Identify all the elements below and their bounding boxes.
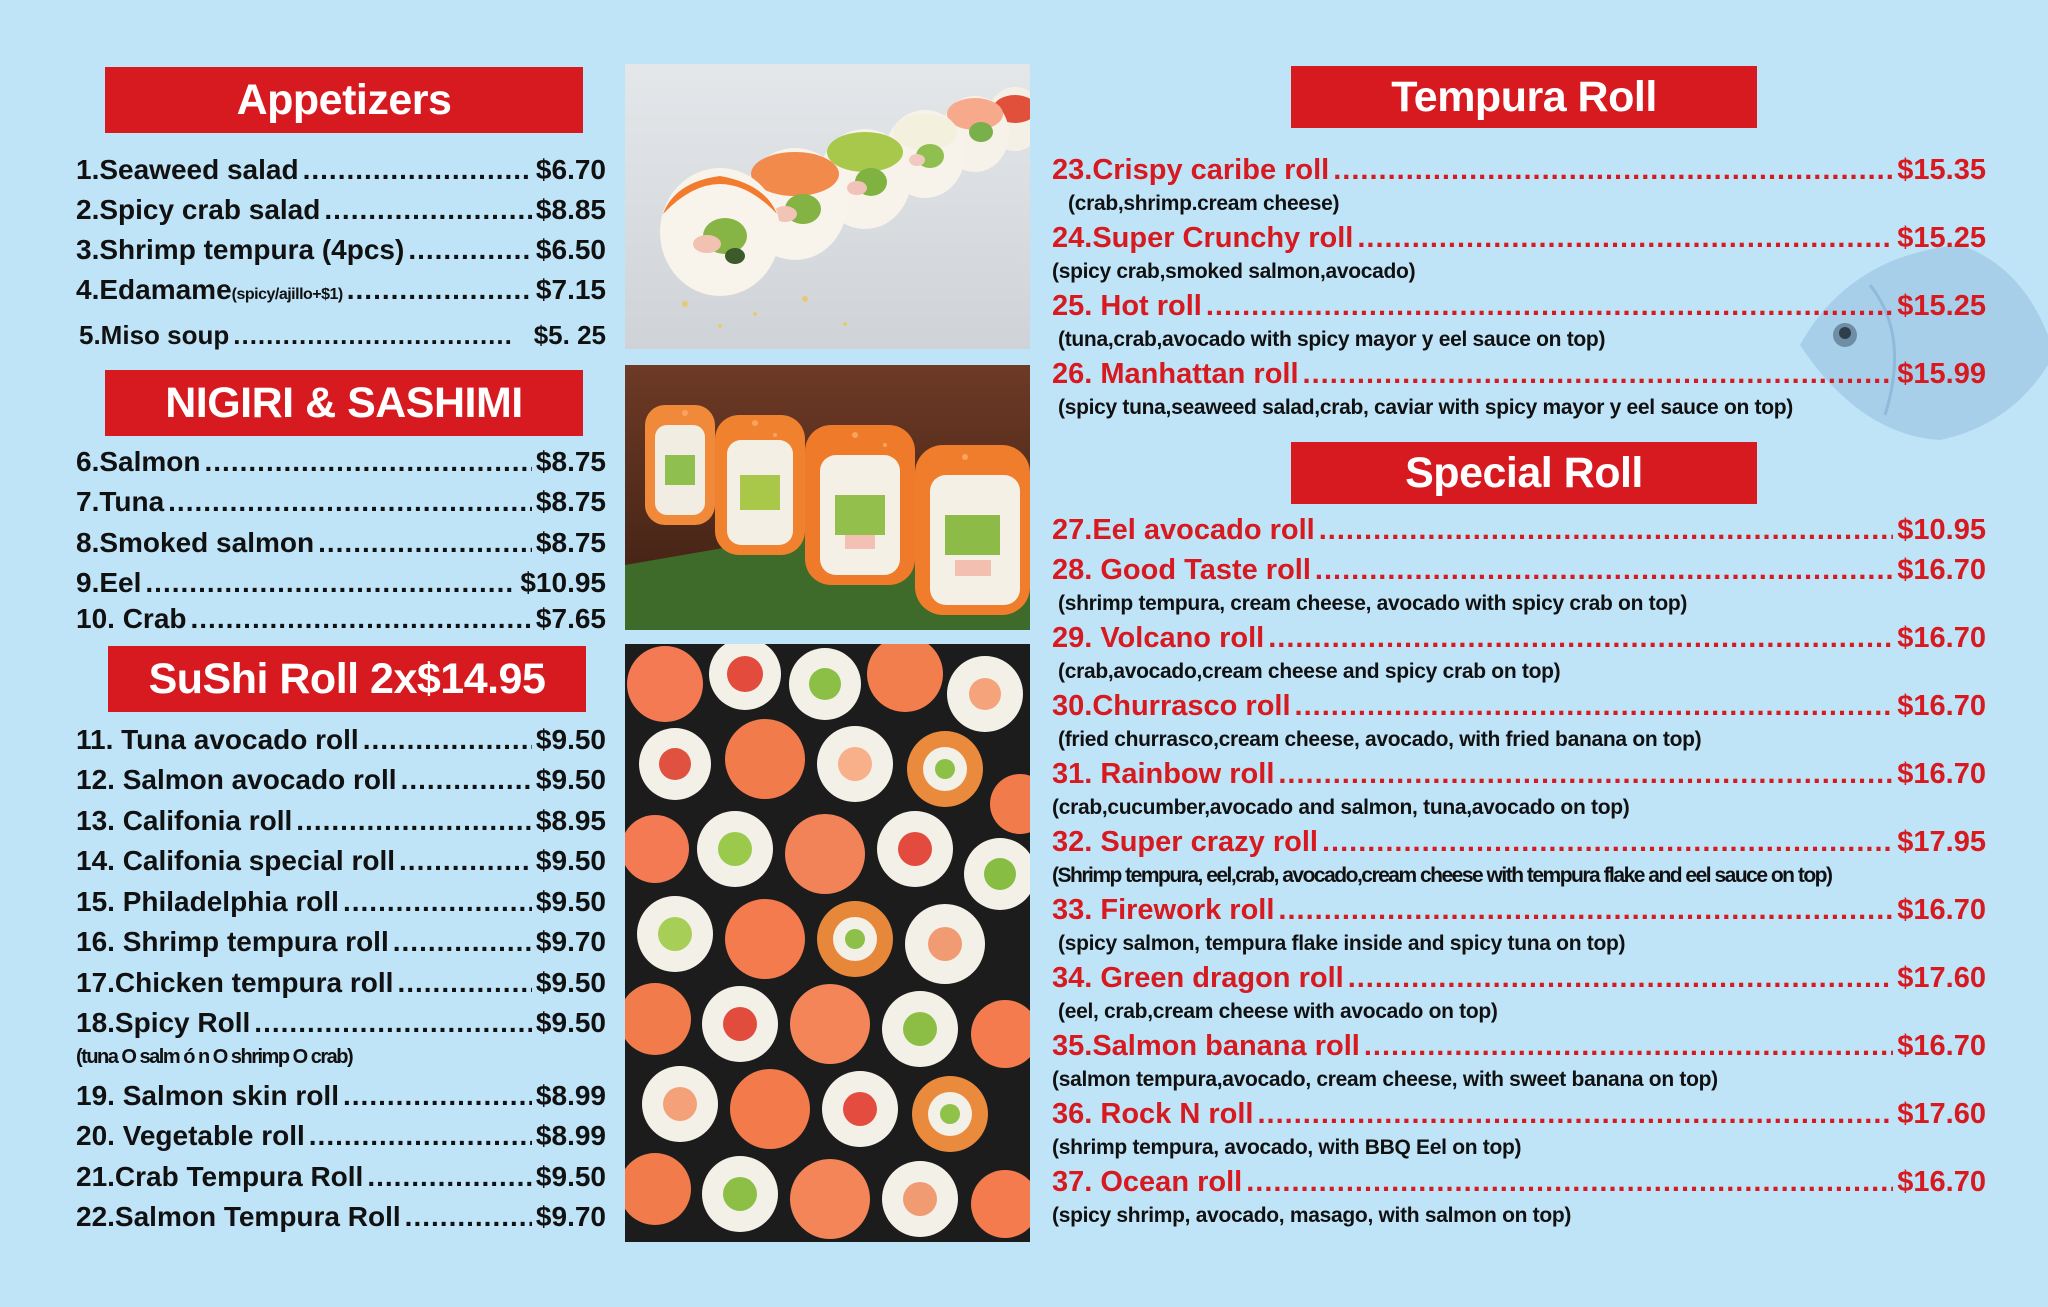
item-description: (spicy salmon, tempura flake inside and spicy tuna on top)	[1058, 932, 1626, 955]
menu-item: 10. Crab ..... $7.65	[76, 603, 606, 635]
item-description: (spicy tuna,seaweed salad,crab, caviar with spicy mayor y eel sauce on top)	[1058, 396, 1793, 419]
item-description: (shrimp tempura, avocado, with BBQ Eel on top)	[1052, 1136, 1522, 1159]
item-description: (eel, crab,cream cheese with avocado on top)	[1058, 1000, 1498, 1023]
appetizers-banner: Appetizers	[105, 67, 583, 133]
menu-item: 3.Shrimp tempura (4pcs) ..... $6.50	[76, 234, 606, 266]
menu-item: 12. Salmon avocado roll ..... $9.50	[76, 764, 606, 796]
special-roll-list	[1052, 510, 1986, 1240]
menu-item: 36. Rock N roll ..... $17.60	[1052, 1098, 1986, 1131]
spicy-roll-note: (tuna O salm ó n O shrimp O crab)	[76, 1046, 353, 1068]
item-description: (Shrimp tempura, eel,crab, avocado,cream cheese with tempura flake and eel sauce on top)	[1052, 864, 1832, 887]
menu-item: 24.Super Crunchy roll ..... $15.25	[1052, 222, 1986, 255]
item-description: (salmon tempura,avocado, cream cheese, with sweet banana on top)	[1052, 1068, 1718, 1091]
menu-item: 27.Eel avocado roll ..... $10.95	[1052, 514, 1986, 547]
menu-item: 26. Manhattan roll ..... $15.99	[1052, 358, 1986, 391]
menu-item: 21.Crab Tempura Roll ..... $9.50	[76, 1161, 606, 1193]
sushi-photo-middle	[625, 365, 1030, 630]
menu-item: 2.Spicy crab salad ..... $8.85	[76, 194, 606, 226]
item-description: (tuna,crab,avocado with spicy mayor y eel sauce on top)	[1058, 328, 1606, 351]
menu-item: 28. Good Taste roll ..... $16.70	[1052, 554, 1986, 587]
menu-item: 37. Ocean roll ..... $16.70	[1052, 1166, 1986, 1199]
menu-item: 13. Califonia roll ..... $8.95	[76, 805, 606, 837]
menu-item: 4.Edamame (spicy/ajillo+$1) ..... $7.15	[76, 274, 606, 306]
nigiri-banner: NIGIRI & SASHIMI	[105, 370, 583, 436]
item-description: (crab,avocado,cream cheese and spicy crab on top)	[1058, 660, 1561, 683]
menu-item: 19. Salmon skin roll ..... $8.99	[76, 1080, 606, 1112]
sushi-photo-bottom	[625, 644, 1030, 1242]
special-roll-banner: Special Roll	[1291, 442, 1757, 504]
sushi-roll-list	[76, 718, 606, 1238]
menu-item: 25. Hot roll ..... $15.25	[1052, 290, 1986, 323]
menu-item: 34. Green dragon roll ..... $17.60	[1052, 962, 1986, 995]
item-description: (shrimp tempura, cream cheese, avocado with spicy crab on top)	[1058, 592, 1688, 615]
menu-item: 7.Tuna ..... $8.75	[76, 486, 606, 518]
menu-item: 6.Salmon ..... $8.75	[76, 446, 606, 478]
appetizers-list	[76, 150, 606, 365]
menu-item: 32. Super crazy roll ..... $17.95	[1052, 826, 1986, 859]
tempura-roll-list	[1052, 150, 1986, 430]
menu-item: 23.Crispy caribe roll ..... $15.35	[1052, 154, 1986, 187]
menu-item: 14. Califonia special roll ..... $9.50	[76, 845, 606, 877]
menu-item: 1.Seaweed salad ..... $6.70	[76, 154, 606, 186]
item-description: (spicy shrimp, avocado, masago, with salmon on top)	[1052, 1204, 1572, 1227]
nigiri-list	[76, 440, 606, 640]
menu-item: 31. Rainbow roll ..... $16.70	[1052, 758, 1986, 791]
item-description: (crab,shrimp.cream cheese)	[1068, 192, 1340, 215]
menu-item: 5.Miso soup ..... $5. 25	[76, 320, 606, 351]
item-description: (crab,cucumber,avocado and salmon, tuna,avocado on top)	[1052, 796, 1630, 819]
item-description: (fried churrasco,cream cheese, avocado, with fried banana on top)	[1058, 728, 1702, 751]
sushi-roll-banner: SuShi Roll 2x$14.95	[108, 646, 586, 712]
menu-item: 9.Eel ..... $10.95	[76, 567, 606, 599]
menu-item: 11. Tuna avocado roll ..... $9.50	[76, 724, 606, 756]
menu-item: 15. Philadelphia roll ..... $9.50	[76, 886, 606, 918]
menu-item: 30.Churrasco roll ..... $16.70	[1052, 690, 1986, 723]
item-description: (spicy crab,smoked salmon,avocado)	[1052, 260, 1416, 283]
menu-item: 16. Shrimp tempura roll ..... $9.70	[76, 926, 606, 958]
menu-item: 17.Chicken tempura roll ..... $9.50	[76, 967, 606, 999]
menu-item: 35.Salmon banana roll ..... $16.70	[1052, 1030, 1986, 1063]
sushi-photo-top	[625, 64, 1030, 349]
menu-item: 22.Salmon Tempura Roll ..... $9.70	[76, 1201, 606, 1233]
menu-item: 33. Firework roll ..... $16.70	[1052, 894, 1986, 927]
menu-item: 18.Spicy Roll ..... $9.50	[76, 1007, 606, 1039]
menu-item: 8.Smoked salmon ..... $8.75	[76, 527, 606, 559]
menu-item: 20. Vegetable roll ..... $8.99	[76, 1120, 606, 1152]
tempura-roll-banner: Tempura Roll	[1291, 66, 1757, 128]
menu-item: 29. Volcano roll ..... $16.70	[1052, 622, 1986, 655]
edamame-note: (spicy/ajillo+$1)	[231, 286, 343, 303]
